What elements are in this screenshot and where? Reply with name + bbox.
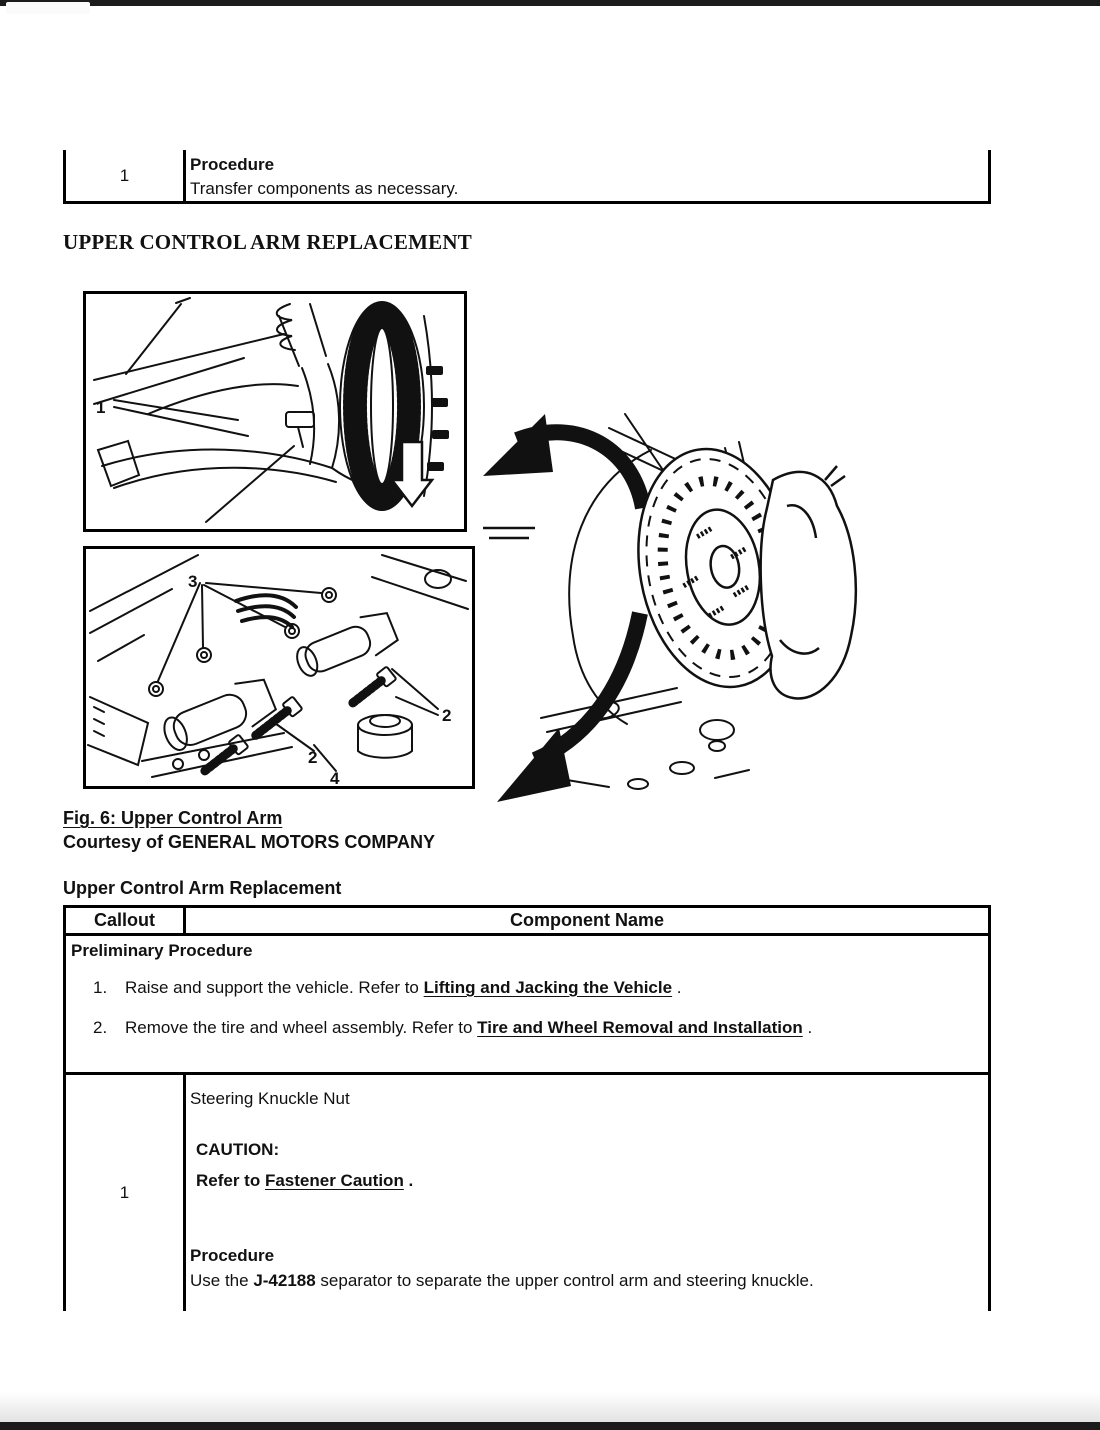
figure-callout-3: 3 [188, 572, 198, 591]
step-text [125, 1015, 978, 1041]
callout-number: 1 [119, 165, 130, 185]
preliminary-heading: Preliminary Procedure [71, 941, 253, 960]
header-callout: Callout [66, 908, 186, 933]
preliminary-step-1 [71, 975, 978, 1001]
caution-line [196, 1170, 982, 1192]
component-name: Steering Knuckle Nut [190, 1089, 350, 1108]
bolt [346, 666, 396, 710]
section-heading: UPPER CONTROL ARM REPLACEMENT [63, 230, 472, 254]
bottom-page-gradient [0, 1392, 1100, 1422]
knuckle-line-art [94, 298, 449, 522]
callout-number: 1 [119, 1183, 130, 1202]
continued-table-row [63, 150, 991, 204]
continued-component-cell [186, 150, 988, 201]
figure-callout-1: 1 [96, 398, 106, 417]
caution-block [196, 1139, 982, 1192]
component-table [63, 905, 991, 1311]
control-arm-bolts-drawing [86, 549, 472, 786]
figure-callout-2b: 2 [308, 748, 318, 767]
step-number: 2. [93, 1017, 108, 1037]
bushing-retainer-right [291, 608, 400, 684]
procedure-label: Procedure [190, 1246, 275, 1266]
preliminary-step-2 [71, 1015, 978, 1041]
tool-number: J-42188 [253, 1271, 316, 1291]
figure-box-knuckle [83, 291, 467, 532]
procedure-text-suffix: separator to separate the upper control arm and steering knuckle. [315, 1271, 814, 1291]
table-header-row [63, 905, 991, 936]
top-black-bar [0, 0, 1100, 6]
bottom-black-bar [0, 1422, 1100, 1430]
continued-callout-cell [66, 150, 186, 201]
row-component-cell [186, 1075, 988, 1311]
procedure-line [190, 1270, 982, 1292]
row-callout-cell [66, 1075, 186, 1311]
top-left-artifact [6, 2, 90, 14]
figure-caption-title[interactable]: Fig. 6: Upper Control Arm [63, 808, 283, 828]
component-row-1 [63, 1075, 991, 1311]
step-text-prefix: Raise and support the vehicle. Refer to [125, 978, 424, 997]
link-fastener-caution[interactable]: Fastener Caution [264, 1171, 404, 1191]
figure-callout-4: 4 [330, 769, 340, 786]
figure-callout-2a: 2 [442, 706, 452, 725]
caution-text-prefix: Refer to [196, 1171, 265, 1191]
procedure-text-prefix: Use the [190, 1271, 254, 1291]
rotor-assembly-drawing [475, 388, 1035, 853]
header-component: Component Name [509, 910, 664, 930]
link-tire-and-wheel-removal[interactable]: Tire and Wheel Removal and Installation [477, 1017, 803, 1037]
preliminary-procedure-row [63, 936, 991, 1075]
procedure-block [190, 1245, 982, 1292]
figure-caption [63, 806, 435, 855]
step-text-prefix: Remove the tire and wheel assembly. Refer to [125, 1017, 478, 1037]
step-text [125, 975, 978, 1001]
procedure-text: Transfer components as necessary. [190, 178, 459, 198]
figure-caption-courtesy: Courtesy of GENERAL MOTORS COMPANY [63, 832, 436, 853]
step-text-suffix: . [802, 1017, 813, 1037]
step-text-suffix: . [672, 978, 682, 997]
caution-text-suffix: . [403, 1171, 414, 1191]
table-title: Upper Control Arm Replacement [63, 878, 342, 898]
engine-bay-line-art [88, 555, 468, 777]
curved-arrow-top-icon [483, 414, 643, 508]
procedure-label: Procedure [190, 155, 275, 174]
step-number: 1. [93, 978, 108, 997]
knuckle-rotor-drawing [86, 294, 464, 529]
caution-label: CAUTION: [196, 1140, 280, 1160]
figure-box-control-arm-bolts [83, 546, 475, 789]
brake-caliper-drawing [761, 466, 856, 698]
figure-rotor-assembly [475, 388, 1035, 853]
link-lifting-and-jacking[interactable]: Lifting and Jacking the Vehicle [423, 978, 673, 997]
